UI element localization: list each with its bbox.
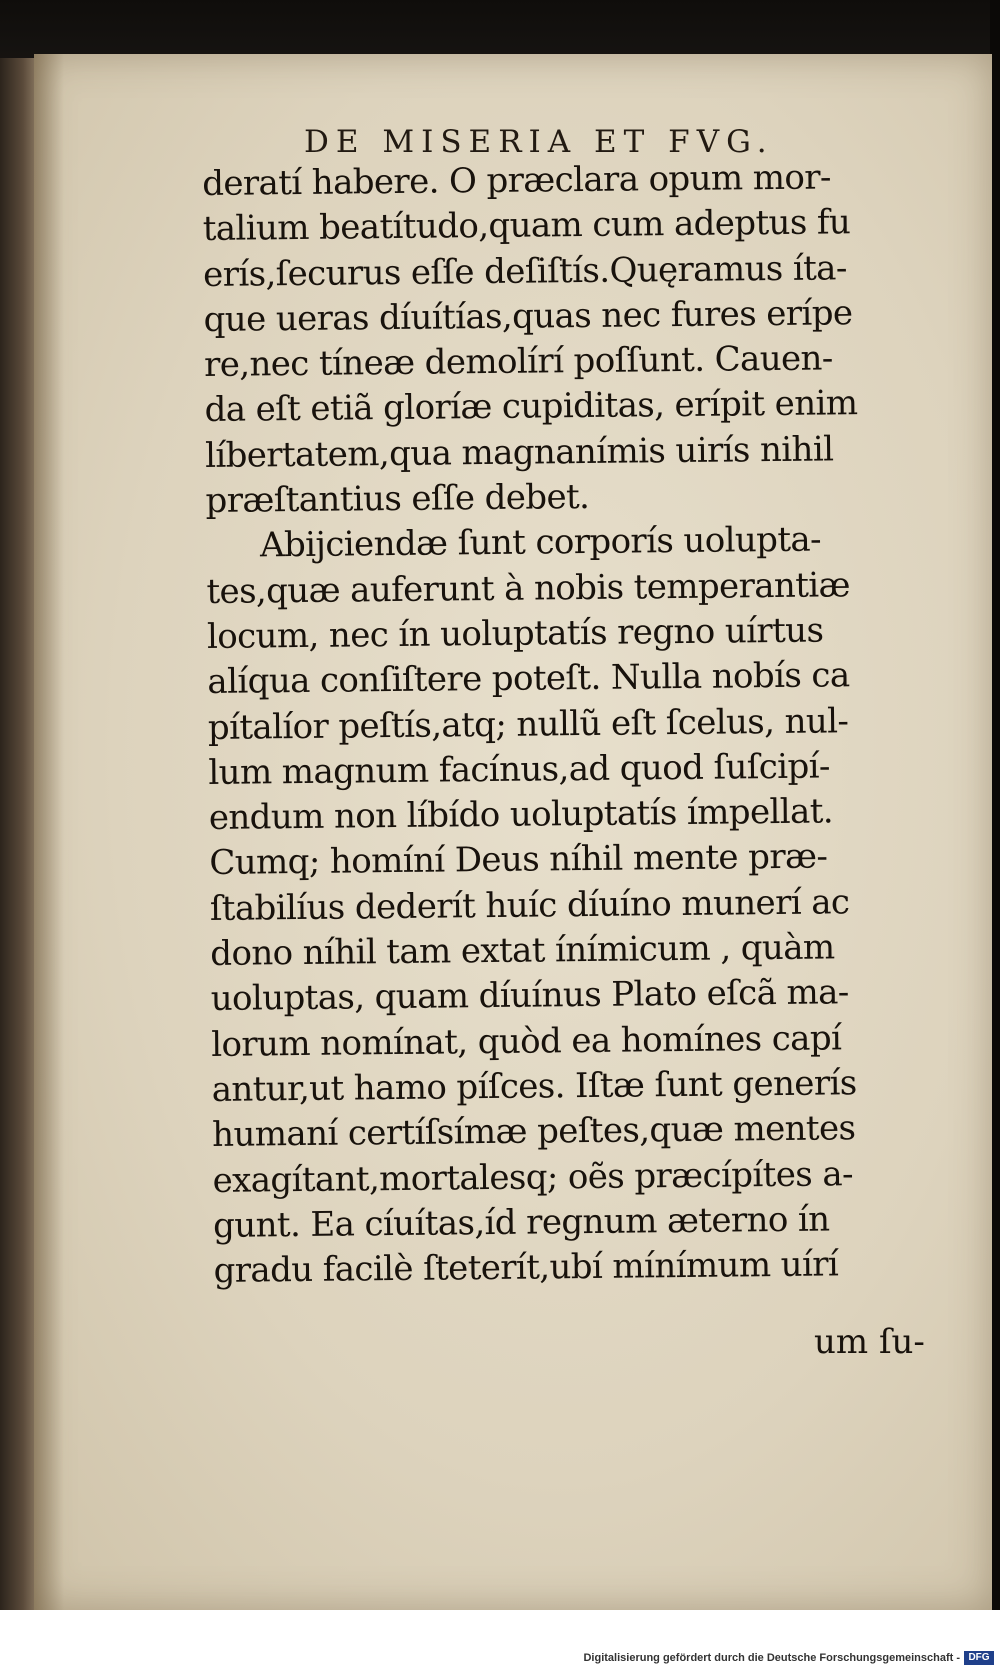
text-line: antur,ut hamo píſces. Iſtæ ſunt generís [211,1063,857,1110]
text-line: humaní certíſsímæ peſtes,quæ mentes [211,1108,856,1156]
text-line: talium beatítudo,quam cum adeptus fu [202,202,851,250]
text-line: exagítant,mortalesq; oẽs præcípítes a- [212,1153,854,1201]
text-line: ſtabilíus dederít huíc díuíno munerí ac [209,882,850,929]
funding-credit: Digitalisierung gefördert durch die Deutsche Forschungsgemeinschaft - [583,1652,960,1664]
text-line: da eſt etiã gloríæ cupiditas, erípit enim [204,383,858,431]
text-line: dono níhil tam extat ínímicum , quàm [210,927,835,975]
text-line: deratí habere. O præclara opum mor- [202,157,832,204]
book-binding-edge [0,58,38,1610]
text-line: que ueras díuítías,quas nec fures erípe [203,293,853,340]
body-text [202,154,934,1294]
dfg-logo: DFG [964,1651,994,1665]
digitization-footer [0,1610,1000,1672]
text-line: líbertatem,qua magnanímis uirís nihil [204,429,834,476]
text-line: pítalíor peſtís,atq; nullũ eſt ſcelus, nul- [207,700,849,748]
text-line: uoluptas, quam díuínus Plato eſcã ma- [210,972,849,1020]
running-head: DE MISERIA ET FVG. [304,124,774,160]
text-line: gradu facilè ſteterít,ubí mínímum uírí [213,1244,839,1292]
text-line: præſtantius eſſe debet. [205,477,590,522]
text-line: gunt. Ea cíuítas,íd regnum æterno ín [212,1199,830,1246]
text-line: endum non líbído uoluptatís ímpellat. [208,791,834,839]
text-line: tes,quæ auferunt à nobis temperantiæ [206,564,851,612]
text-line: locum, nec ín uoluptatís regno uírtus [206,610,824,657]
text-line: alíqua conſiſtere poteſt. Nulla nobís ca [207,655,850,703]
text-line: Cumq; homíní Deus níhil mente præ- [209,836,828,884]
text-line: re,nec tíneæ demolírí poſſunt. Cauen- [203,338,833,386]
page-gutter-shadow [34,54,64,1610]
catchword: um ſu- [814,1322,925,1362]
text-line: erís,ſecurus eſſe deſiſtís.Quęramus íta- [202,247,847,295]
text-line-paragraph-start: Abijciendæ ſunt corporís uolupta- [259,519,822,566]
text-line: lum magnum facínus,ad quod ſuſcipí- [208,746,830,793]
page-leaf [34,54,992,1610]
text-line: lorum nomínat, quòd ea homínes capí [211,1017,842,1065]
